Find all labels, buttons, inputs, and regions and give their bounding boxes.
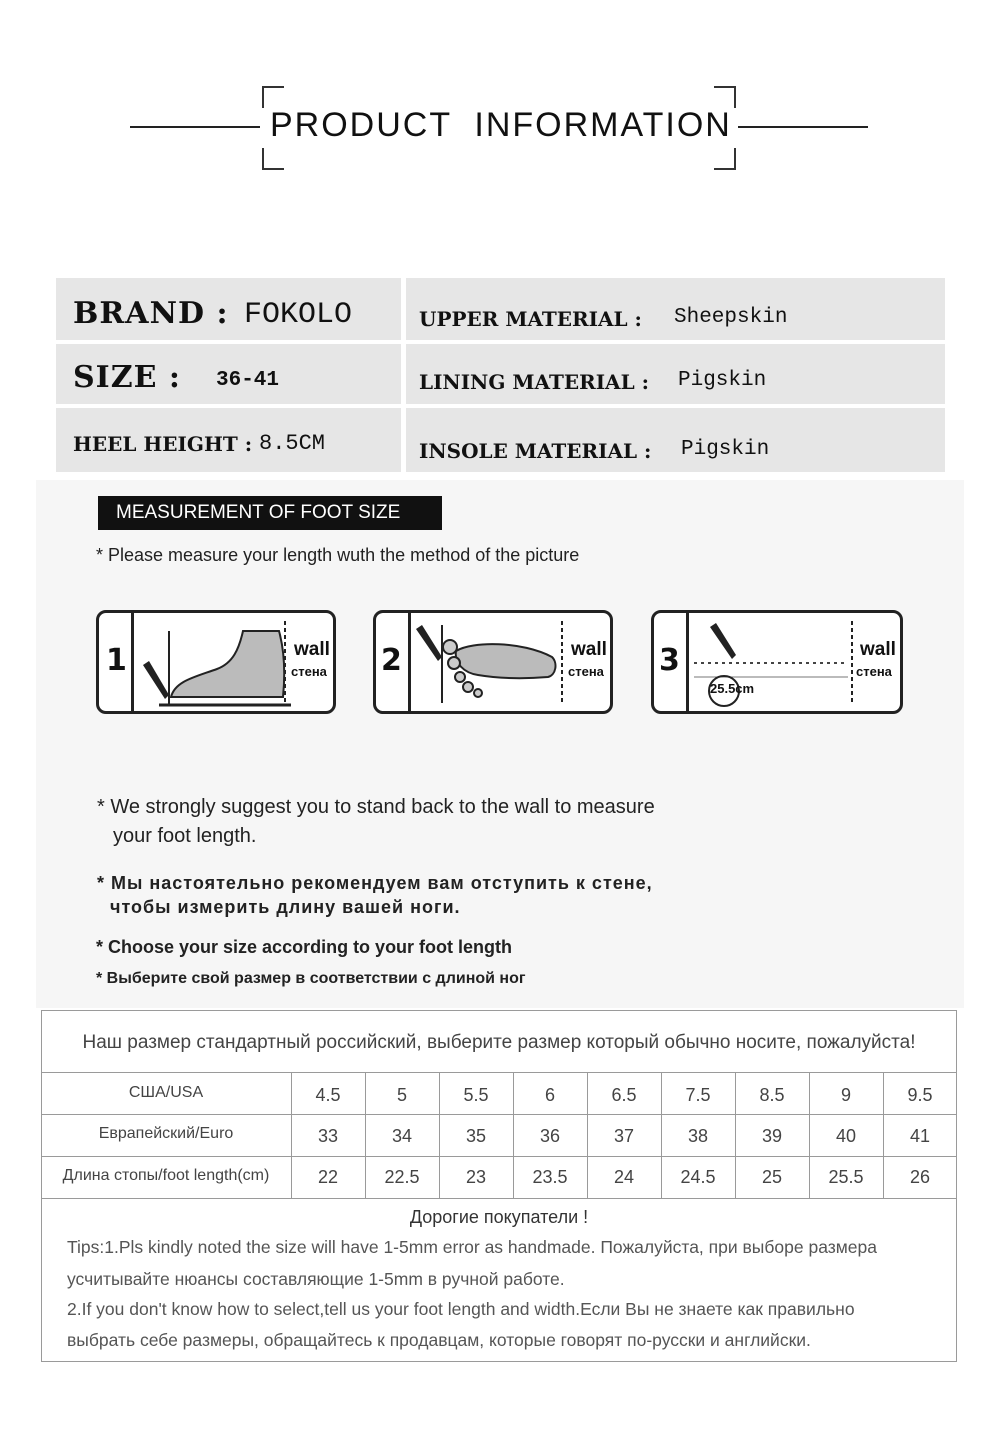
table-cell: 24 (613, 1167, 635, 1187)
insole-value: Pigskin (681, 438, 770, 461)
choose-ru: * Выберите свой размер в соответствии с длиной ног (96, 970, 526, 987)
table-cell: 5.5 (463, 1085, 489, 1105)
row-label-euro: Еврапейский/Euro (98, 1125, 234, 1142)
step-1-wall: wall (294, 639, 330, 660)
table-cell: 39 (761, 1126, 783, 1146)
table-cell: 36 (539, 1126, 561, 1146)
table-cell: 23.5 (532, 1167, 568, 1187)
table-hline (41, 1114, 957, 1115)
table-cell: 34 (391, 1126, 413, 1146)
table-cell: 9.5 (907, 1085, 933, 1105)
step-1-divider (131, 613, 134, 711)
table-hline (41, 1198, 957, 1199)
step-3-panel (651, 610, 903, 714)
suggest-en-line-1: * We strongly suggest you to stand back to the wall to measure (97, 796, 655, 818)
table-cell: 7.5 (685, 1085, 711, 1105)
table-cell: 24.5 (680, 1167, 716, 1187)
table-cell: 38 (687, 1126, 709, 1146)
step-1-wall-ru: стена (291, 664, 327, 679)
row-label-length: Длина стопы/foot length(cm) (62, 1167, 270, 1184)
table-cell: 9 (840, 1085, 851, 1105)
tip-line: 2.If you don't know how to select,tell us your foot length and width.Если Вы не знаете как правильно (67, 1299, 855, 1319)
table-cell: 26 (909, 1167, 931, 1187)
title-line-left (130, 126, 260, 128)
table-cell: 37 (613, 1126, 635, 1146)
upper-value: Sheepskin (674, 306, 788, 329)
brand-value: FOKOLO (244, 298, 353, 332)
choose-en: * Choose your size according to your foot length (96, 937, 513, 957)
table-cell: 8.5 (759, 1085, 785, 1105)
suggest-ru-line-2: чтобы измерить длину вашей ноги. (110, 897, 461, 917)
lining-label: LINING MATERIAL : (419, 370, 649, 394)
tips-title: Дорогие покупатели ! (409, 1207, 589, 1227)
table-cell: 4.5 (315, 1085, 341, 1105)
insole-label: INSOLE MATERIAL : (419, 439, 652, 463)
size-value: 36-41 (216, 369, 280, 392)
bracket-bottom-right (714, 148, 736, 170)
measure-instruction: * Please measure your length wuth the method of the picture (96, 545, 580, 565)
step-2-number: 2 (381, 643, 402, 678)
tip-line: усчитывайте нюансы составляющие 1-5mm в ручной работе. (67, 1269, 565, 1289)
table-cell: 6.5 (611, 1085, 637, 1105)
step-1-panel (96, 610, 336, 714)
brand-label: BRAND : (73, 296, 229, 331)
tip-line: Tips:1.Pls kindly noted the size will have 1-5mm error as handmade. Пожалуйста, при выборе размера (67, 1237, 877, 1257)
title-line-right (738, 126, 868, 128)
table-cell: 5 (396, 1085, 407, 1105)
lining-value: Pigskin (678, 369, 767, 392)
upper-label: UPPER MATERIAL : (419, 307, 642, 331)
suggest-ru-line-1: * Мы настоятельно рекомендуем вам отступить к стене, (97, 873, 653, 893)
table-cell: 40 (835, 1126, 857, 1146)
heel-value: 8.5CM (259, 431, 326, 456)
row-label-usa: США/USA (128, 1084, 204, 1101)
table-cell: 35 (465, 1126, 487, 1146)
step-2-panel (373, 610, 613, 714)
size-table-header: Наш размер стандартный российский, выберите размер который обычно носите, пожалуйста! (82, 1032, 916, 1053)
step-1-number: 1 (106, 643, 127, 678)
step-3-divider (686, 613, 689, 711)
bracket-bottom-left (262, 148, 284, 170)
step-3-wall-ru: стена (856, 664, 892, 679)
suggest-en-line-2: your foot length. (113, 825, 257, 847)
measurement-badge: MEASUREMENT OF FOOT SIZE (98, 496, 442, 530)
page-title: PRODUCT INFORMATION (270, 106, 732, 144)
wall-hatch-2 (560, 621, 570, 705)
table-cell: 25 (761, 1167, 783, 1187)
tip-line: выбрать себе размеры, обращайтесь к продавцам, которые говорят по-русски и английски. (67, 1330, 811, 1350)
wall-hatch-3 (850, 621, 860, 705)
bracket-top-left (262, 86, 284, 108)
step-2-wall-ru: стена (568, 664, 604, 679)
step-3-number: 3 (659, 643, 680, 678)
table-cell: 22.5 (384, 1167, 420, 1187)
step-3-wall: wall (860, 639, 896, 660)
size-label: SIZE : (73, 360, 181, 395)
table-cell: 41 (909, 1126, 931, 1146)
table-hline (41, 1156, 957, 1157)
heel-label: HEEL HEIGHT : (73, 432, 253, 456)
wall-hatch-1 (283, 621, 293, 705)
foot-side-icon (135, 617, 291, 709)
table-cell: 22 (317, 1167, 339, 1187)
table-cell: 6 (544, 1085, 555, 1105)
step-2-wall: wall (571, 639, 607, 660)
bracket-top-right (714, 86, 736, 108)
step-3-measure: 25.5cm (710, 681, 755, 696)
step-2-divider (408, 613, 411, 711)
table-cell: 33 (317, 1126, 339, 1146)
table-cell: 23 (465, 1167, 487, 1187)
foot-top-icon (412, 617, 562, 709)
table-hline (41, 1072, 957, 1073)
table-cell: 25.5 (828, 1167, 864, 1187)
